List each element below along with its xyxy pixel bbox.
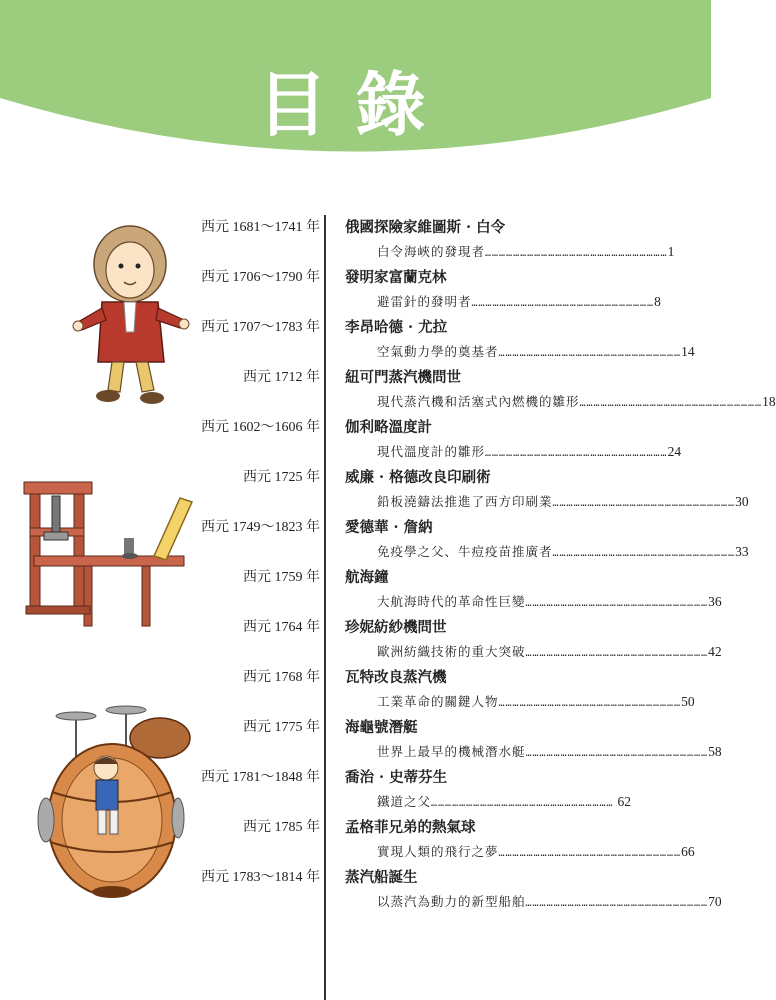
dot-leader: …………………………………………………………………… xyxy=(525,898,709,909)
entry-title: 航海鐘 xyxy=(345,569,389,586)
entry-title: 俄國探險家維圖斯 · 白令 xyxy=(345,219,506,236)
entry-subtitle-line xyxy=(377,591,722,613)
dot-leader: …………………………………………………………………… xyxy=(431,798,614,809)
dot-leader: …………………………………………………………………… xyxy=(525,648,709,659)
entry-year: 西元 1783～1814 年 xyxy=(201,870,320,885)
page-number: 66 xyxy=(681,844,695,859)
page-number: 18 xyxy=(762,394,776,409)
header-band xyxy=(0,0,711,165)
entry-title: 伽利略溫度計 xyxy=(345,419,432,436)
entry-title: 威廉 · 格德改良印刷術 xyxy=(345,469,491,486)
entry-title: 蒸汽船誕生 xyxy=(345,869,418,886)
entry-subtitle-line xyxy=(377,241,675,263)
toc-row[interactable] xyxy=(0,267,711,317)
entry-subtitle: 鐵道之父 xyxy=(377,794,432,809)
entry-year: 西元 1681～1741 年 xyxy=(201,220,320,235)
toc-row[interactable] xyxy=(0,767,711,817)
entry-year: 西元 1764 年 xyxy=(243,620,320,635)
entry-year: 西元 1725 年 xyxy=(243,470,320,485)
entry-subtitle: 實現人類的飛行之夢 xyxy=(377,844,499,859)
toc-row[interactable] xyxy=(0,867,722,917)
entry-title: 孟格菲兄弟的熱氣球 xyxy=(345,819,476,836)
toc-row[interactable] xyxy=(0,517,749,567)
toc-row[interactable] xyxy=(0,567,722,617)
page-number: 42 xyxy=(708,644,722,659)
entry-year: 西元 1768 年 xyxy=(243,670,320,685)
dot-leader: …………………………………………………………………… xyxy=(485,448,668,459)
page-number: 58 xyxy=(708,744,722,759)
entry-subtitle-line xyxy=(377,741,722,763)
entry-subtitle: 現代溫度計的雛形 xyxy=(377,444,486,459)
entry-subtitle: 世界上最早的機械潛水艇 xyxy=(377,744,526,759)
toc-row[interactable] xyxy=(0,717,722,767)
toc-row[interactable] xyxy=(0,317,711,367)
entry-year: 西元 1712 年 xyxy=(243,370,320,385)
page-number: 50 xyxy=(681,694,695,709)
entry-subtitle-line xyxy=(377,291,661,313)
entry-year: 西元 1749～1823 年 xyxy=(201,520,320,535)
entry-title: 喬治 · 史蒂芬生 xyxy=(345,769,448,786)
dot-leader: …………………………………………………………………… xyxy=(498,348,682,359)
entry-title: 瓦特改良蒸汽機 xyxy=(345,669,447,686)
entry-subtitle-line xyxy=(377,541,749,563)
dot-leader: …………………………………………………………………… xyxy=(485,248,668,259)
dot-leader: …………………………………………………………………… xyxy=(471,298,655,309)
entry-subtitle-line xyxy=(377,641,722,663)
entry-title: 海龜號潛艇 xyxy=(345,719,418,736)
entry-year: 西元 1759 年 xyxy=(243,570,320,585)
page-number: 33 xyxy=(735,544,749,559)
page-number: 62 xyxy=(617,794,631,809)
toc-row[interactable] xyxy=(0,217,711,267)
entry-subtitle-line xyxy=(377,691,695,713)
entry-year: 西元 1781～1848 年 xyxy=(201,770,320,785)
entry-subtitle: 避雷針的發明者 xyxy=(377,294,472,309)
entry-subtitle: 大航海時代的革命性巨變 xyxy=(377,594,526,609)
entry-subtitle-line xyxy=(377,441,682,463)
entry-subtitle: 鉛板澆鑄法推進了西方印刷業 xyxy=(377,494,553,509)
dot-leader: …………………………………………………………………… xyxy=(552,498,736,509)
page-number: 24 xyxy=(667,444,682,459)
entry-subtitle-line xyxy=(377,791,631,813)
page-number: 30 xyxy=(735,494,749,509)
dot-leader: …………………………………………………………………… xyxy=(525,598,709,609)
entry-year: 西元 1707～1783 年 xyxy=(201,320,320,335)
dot-leader: …………………………………………………………………… xyxy=(579,398,763,409)
dot-leader: …………………………………………………………………… xyxy=(498,848,682,859)
entry-subtitle-line xyxy=(377,491,749,513)
dot-leader: …………………………………………………………………… xyxy=(498,698,682,709)
entry-year: 西元 1775 年 xyxy=(243,720,320,735)
entry-subtitle-line xyxy=(377,341,695,363)
toc-row[interactable] xyxy=(0,367,776,417)
page-title: 目錄 xyxy=(257,64,454,146)
entry-title: 紐可門蒸汽機問世 xyxy=(345,369,461,386)
entry-title: 珍妮紡紗機問世 xyxy=(345,619,447,636)
toc-row[interactable] xyxy=(0,667,711,717)
entry-subtitle: 免疫學之父、牛痘疫苗推廣者 xyxy=(377,544,553,559)
entry-title: 李昂哈德 · 尤拉 xyxy=(345,319,448,336)
page-number: 1 xyxy=(667,244,675,259)
entry-year: 西元 1785 年 xyxy=(243,820,320,835)
toc-row[interactable] xyxy=(0,817,711,867)
page-number: 14 xyxy=(681,344,695,359)
entry-year: 西元 1602～1606 年 xyxy=(201,420,320,435)
entry-subtitle: 工業革命的關鍵人物 xyxy=(377,694,499,709)
toc-row[interactable] xyxy=(0,417,711,467)
entry-subtitle: 以蒸汽為動力的新型船舶 xyxy=(377,894,526,909)
page-number: 70 xyxy=(708,894,722,909)
toc-row[interactable] xyxy=(0,467,749,517)
entry-subtitle: 白令海峽的發現者 xyxy=(377,244,486,259)
entry-subtitle: 現代蒸汽機和活塞式內燃機的雛形 xyxy=(377,394,580,409)
entry-title: 發明家富蘭克林 xyxy=(345,269,447,286)
entry-year: 西元 1706～1790 年 xyxy=(201,270,320,285)
entry-subtitle-line xyxy=(377,841,695,863)
entry-subtitle: 歐洲紡織技術的重大突破 xyxy=(377,644,526,659)
dot-leader: …………………………………………………………………… xyxy=(552,548,736,559)
entry-title: 愛德華 · 詹納 xyxy=(345,519,433,536)
dot-leader: …………………………………………………………………… xyxy=(525,748,709,759)
page-number: 36 xyxy=(708,594,722,609)
entry-subtitle-line xyxy=(377,391,776,413)
entry-subtitle: 空氣動力學的奠基者 xyxy=(377,344,499,359)
entry-subtitle-line xyxy=(377,891,722,913)
toc-row[interactable] xyxy=(0,617,722,667)
page-number: 8 xyxy=(654,294,661,309)
